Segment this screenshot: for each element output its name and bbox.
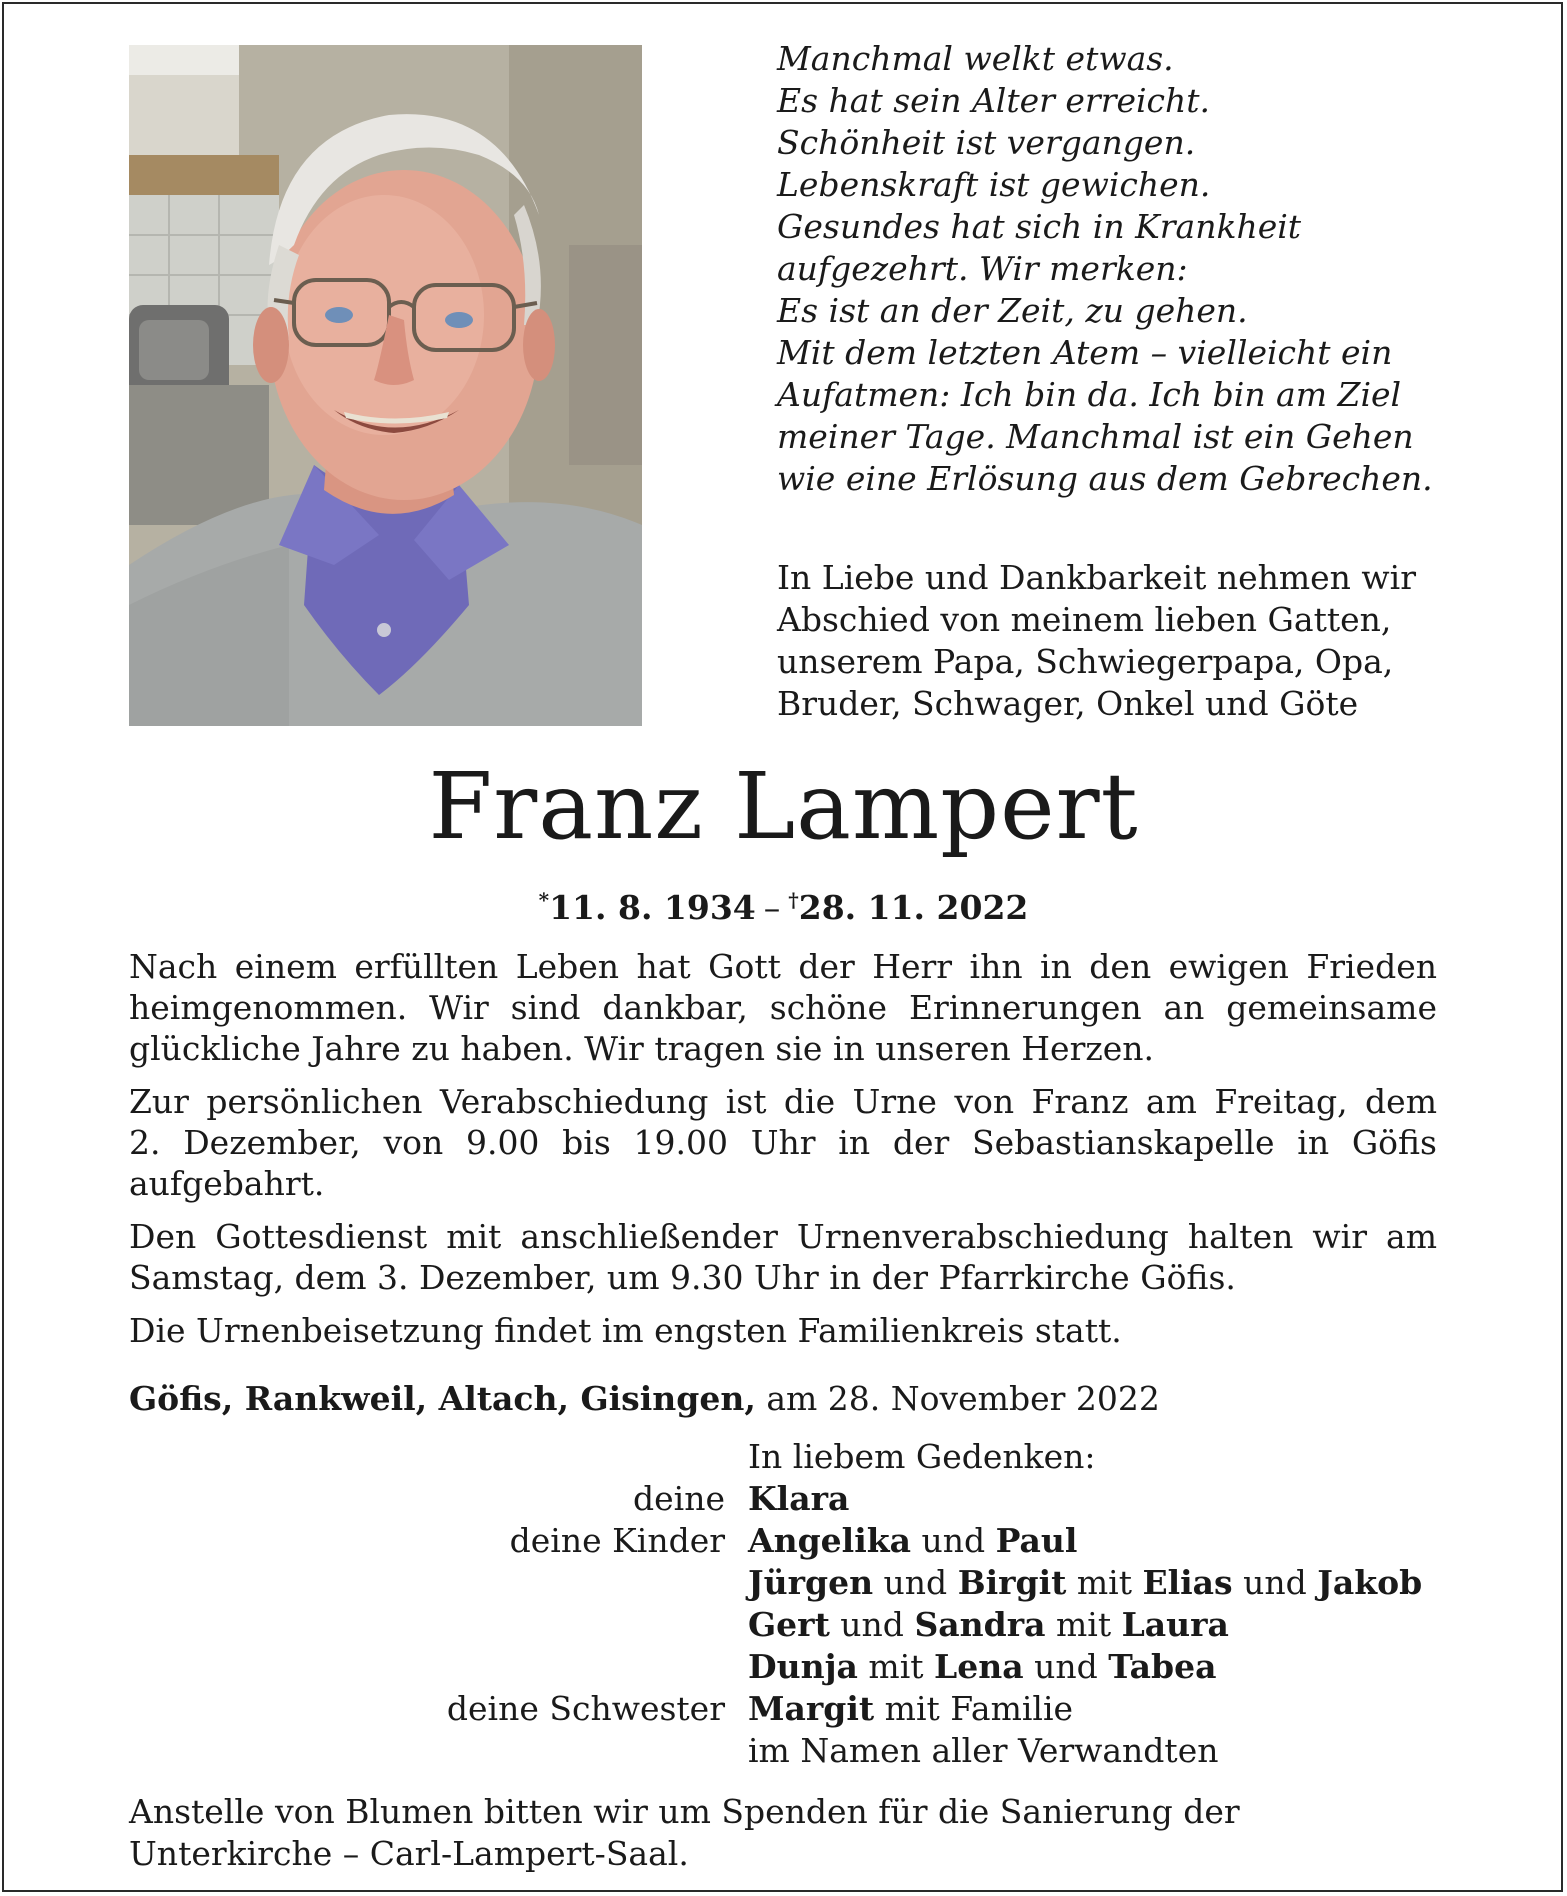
signatures-heading: In liebem Gedenken:: [748, 1437, 1096, 1476]
name-juergen: Jürgen: [748, 1563, 874, 1602]
poem-line: Es ist an der Zeit, zu gehen.: [777, 291, 1248, 330]
paragraph-line: Den Gottesdienst mit anschließender Urnenverabschiedung halten wir am: [129, 1217, 1437, 1256]
signature-relatives: im Namen aller Verwandten: [748, 1731, 1219, 1770]
signature-sister: [748, 1688, 1073, 1730]
donation-note: [129, 1791, 1240, 1875]
label-sister: deine Schwester: [446, 1689, 725, 1728]
intro-line: unserem Papa, Schwiegerpapa, Opa,: [777, 642, 1394, 681]
conj-mit: mit: [1066, 1563, 1143, 1602]
name-klara: Klara: [748, 1479, 850, 1518]
paragraph-line: 2. Dezember, von 9.00 bis 19.00 Uhr in der Sebastianskapelle in Göfis: [129, 1123, 1437, 1162]
announcement-date: am 28. November 2022: [755, 1379, 1160, 1418]
signature-child-1: [748, 1520, 1077, 1562]
conj-und: und: [829, 1605, 915, 1644]
label-wife: deine: [633, 1479, 725, 1518]
name-jakob: Jakob: [1317, 1563, 1423, 1602]
intro-line: Abschied von meinem lieben Gatten,: [777, 600, 1392, 639]
conj-und: und: [1232, 1563, 1318, 1602]
footer-line: Unterkirche – Carl-Lampert-Saal.: [129, 1834, 689, 1873]
paragraph-line: heimgenommen. Wir sind dankbar, schöne Erinnerungen an gemeinsame: [129, 988, 1437, 1027]
signature-child-3: [748, 1604, 1229, 1646]
name-margit: Margit: [748, 1689, 875, 1728]
place-and-date: [129, 1378, 1160, 1420]
name-laura: Laura: [1121, 1605, 1229, 1644]
name-tabea: Tabea: [1108, 1647, 1217, 1686]
poem-line: Schönheit ist vergangen.: [777, 123, 1196, 162]
poem-line: aufgezehrt. Wir merken:: [777, 249, 1188, 288]
paragraph-line: Samstag, dem 3. Dezember, um 9.30 Uhr in der Pfarrkirche Göfis.: [129, 1258, 1236, 1297]
portrait-illustration: [129, 45, 642, 726]
name-angelika: Angelika: [748, 1521, 911, 1560]
paragraph-line: aufgebahrt.: [129, 1164, 325, 1203]
poem-line: Aufatmen: Ich bin da. Ich bin am Ziel: [777, 375, 1402, 414]
conj-mit: mit: [857, 1647, 935, 1686]
label-children: deine Kinder: [509, 1521, 725, 1560]
conj-und: und: [873, 1563, 958, 1602]
paragraph-2: [129, 1081, 1437, 1204]
intro-line: In Liebe und Dankbarkeit nehmen wir: [777, 558, 1417, 597]
poem-line: meiner Tage. Manchmal ist ein Gehen: [777, 417, 1414, 456]
name-elias: Elias: [1142, 1563, 1233, 1602]
birth-symbol: *: [538, 888, 550, 912]
paragraph-line: Nach einem erfüllten Leben hat Gott der Herr ihn in den ewigen Frieden: [129, 947, 1437, 986]
paragraph-3: [129, 1216, 1437, 1298]
name-birgit: Birgit: [957, 1563, 1067, 1602]
death-date: 28. 11. 2022: [798, 888, 1029, 927]
name-dunja: Dunja: [748, 1647, 858, 1686]
poem-line: Lebenskraft ist gewichen.: [777, 165, 1211, 204]
signature-child-4: [748, 1646, 1216, 1688]
paragraph-line: Die Urnenbeisetzung findet im engsten Familienkreis statt.: [129, 1311, 1122, 1350]
poem-line: Manchmal welkt etwas.: [777, 39, 1174, 78]
paragraph-line: glückliche Jahre zu haben. Wir tragen sie in unseren Herzen.: [129, 1029, 1154, 1068]
poem-line: Gesundes hat sich in Krankheit: [777, 207, 1302, 246]
name-gert: Gert: [748, 1605, 830, 1644]
towns: Göfis, Rankweil, Altach, Gisingen,: [129, 1379, 756, 1418]
name-sandra: Sandra: [914, 1605, 1046, 1644]
footer-line: Anstelle von Blumen bitten wir um Spenden für die Sanierung der: [129, 1792, 1240, 1831]
conj-und: und: [1023, 1647, 1109, 1686]
intro-line: Bruder, Schwager, Onkel und Göte: [777, 684, 1359, 723]
farewell-intro: [777, 557, 1477, 725]
poem: [777, 38, 1477, 500]
life-dates: [0, 878, 1567, 930]
poem-line: wie eine Erlösung aus dem Gebrechen.: [777, 459, 1433, 498]
conj-mit: mit: [1045, 1605, 1122, 1644]
name-lena: Lena: [934, 1647, 1024, 1686]
poem-line: Mit dem letzten Atem – vielleicht ein: [777, 333, 1393, 372]
poem-line: Es hat sein Alter erreicht.: [777, 81, 1211, 120]
sister-suffix: mit Familie: [874, 1689, 1074, 1728]
conj-und: und: [911, 1521, 996, 1560]
death-symbol: †: [788, 888, 799, 912]
paragraph-1: [129, 946, 1437, 1069]
signature-child-2: [748, 1562, 1422, 1604]
portrait-photo: [129, 45, 642, 726]
paragraph-4: [129, 1310, 1437, 1351]
paragraph-line: Zur persönlichen Verabschiedung ist die Urne von Franz am Freitag, dem: [129, 1082, 1437, 1121]
name-paul: Paul: [995, 1521, 1078, 1560]
date-dash: –: [763, 888, 781, 927]
birth-date: 11. 8. 1934: [549, 888, 756, 927]
deceased-name: Franz Lampert: [428, 753, 1139, 860]
signature-wife: [748, 1478, 849, 1520]
